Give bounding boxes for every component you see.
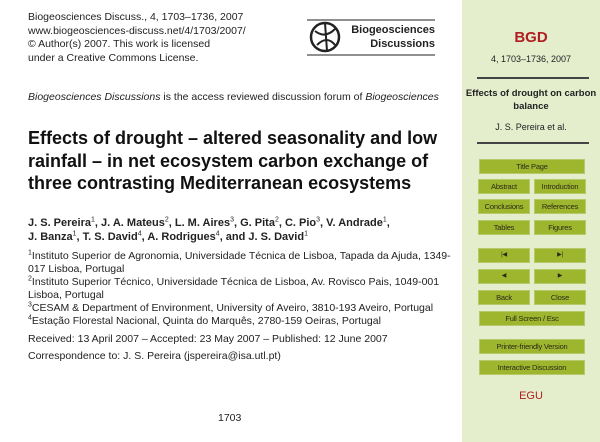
affil-mark: 4 (215, 229, 220, 237)
divider (477, 77, 589, 79)
forum-parent: Biogeosciences (365, 91, 439, 103)
short-title: Effects of drought on carbon balance (465, 88, 597, 112)
author: J. A. Mateus (101, 216, 165, 229)
author: G. Pita (240, 216, 275, 229)
affil-mark: 3 (230, 215, 234, 223)
back-button[interactable]: Back (478, 290, 530, 305)
author: J. S. David (248, 230, 305, 243)
author: J. Banza (28, 230, 73, 243)
affil-mark: 2 (274, 215, 279, 223)
next-page-button[interactable]: ▶ (534, 269, 586, 284)
introduction-button[interactable]: Introduction (534, 179, 586, 194)
affil-mark: 4 (137, 229, 142, 237)
affiliation (28, 302, 453, 315)
affil-mark: 1 (91, 215, 95, 223)
author-list: J. S. Pereira$^1$, J. A. Mateus$^2$, L. M. Aires$^3$, G. Pita$^2$, C. Pio$^3$, V. Andrade$^1$, J. Banza$^1$, T. S. David$^4$, A. Rodrigues$^4$, and J. S. David$^1$ (28, 215, 390, 243)
url-line[interactable]: www.biogeosciences-discuss.net/4/1703/2007/ (28, 24, 246, 37)
author: C. Pio (284, 216, 317, 229)
author: V. Andrade (326, 216, 383, 229)
author: T. S. David (82, 230, 138, 243)
paper-title: Effects of drought – altered seasonality and low rainfall – in net ecosystem carbon exchange of three contrasting Mediterranean ecosystems (28, 128, 438, 193)
affil-text: Instituto Superior Técnico, Universidade Técnica de Lisboa, Av. Rovisco Pais, 1049-001 Lisboa, Portugal (28, 275, 440, 301)
forum-journal: Biogeosciences Discussions (28, 91, 161, 103)
full-screen-button[interactable]: Full Screen / Esc (479, 311, 585, 326)
author: L. M. Aires (174, 216, 231, 229)
logo-line1: Biogeosciences (351, 24, 435, 36)
affil-mark: 3 (316, 215, 321, 223)
citation-header (28, 11, 246, 65)
references-button[interactable]: References (534, 199, 586, 214)
affil-mark: 2 (164, 215, 169, 223)
last-page-button[interactable]: ▶| (534, 248, 586, 263)
citation-line: Biogeosciences Discuss., 4, 1703–1736, 2007 (28, 11, 244, 23)
affil-number: 1 (28, 249, 32, 256)
paper-front-matter (28, 127, 453, 363)
affiliation (28, 276, 453, 302)
divider (477, 142, 589, 144)
publication-dates: Received: 13 April 2007 – Accepted: 23 May 2007 – Published: 12 June 2007 (28, 332, 388, 345)
interactive-discussion-button[interactable]: Interactive Discussion (479, 360, 585, 375)
affil-text: CESAM & Department of Environment, University of Aveiro, 3810-193 Aveiro, Portugal (31, 301, 434, 314)
affil-number: 2 (28, 275, 32, 282)
affiliation (28, 250, 453, 276)
previous-page-button[interactable]: ◀ (478, 269, 530, 284)
conclusions-button[interactable]: Conclusions (478, 199, 530, 214)
volume-info: 4, 1703–1736, 2007 (490, 54, 572, 64)
printer-friendly-button[interactable]: Printer-friendly Version (479, 339, 585, 354)
close-button[interactable]: Close (534, 290, 586, 305)
first-page-button[interactable]: |◀ (478, 248, 530, 263)
page-number: 1703 (218, 412, 242, 424)
title-page-button[interactable]: Title Page (479, 159, 585, 174)
license-line: under a Creative Commons License. (28, 51, 199, 64)
affil-mark: 1 (382, 215, 387, 223)
figures-button[interactable]: Figures (534, 220, 586, 235)
affil-number: 3 (28, 301, 32, 308)
affiliation (28, 315, 453, 328)
forum-note (28, 91, 439, 103)
affil-text: Instituto Superior de Agronomia, Universidade Técnica de Lisboa, Tapada da Ajuda, 1349-017 Lisboa, Portugal (28, 249, 451, 275)
author: A. Rodrigues (147, 230, 216, 243)
affiliations (28, 250, 453, 328)
navigation-sidebar (462, 0, 600, 442)
affil-text: Estação Florestal Nacional, Quinta do Marquês, 2780-159 Oeiras, Portugal (31, 314, 381, 327)
copyright-line: © Author(s) 2007. This work is licensed (28, 38, 211, 50)
affil-mark: 1 (72, 229, 77, 237)
logo-line2: Discussions (370, 38, 435, 50)
abstract-button[interactable]: Abstract (478, 179, 530, 194)
publisher-logo: EGU (519, 390, 543, 402)
affil-number: 4 (28, 314, 32, 321)
journal-abbreviation: BGD (514, 29, 548, 46)
tables-button[interactable]: Tables (478, 220, 530, 235)
author: J. S. Pereira (28, 216, 91, 229)
affil-mark: 1 (304, 229, 308, 237)
journal-logo (305, 17, 435, 57)
correspondence: Correspondence to: J. S. Pereira (jspereira@isa.utl.pt) (28, 349, 281, 362)
short-authors: J. S. Pereira et al. (495, 122, 567, 132)
forum-middle: is the access reviewed discussion forum of (160, 91, 366, 103)
